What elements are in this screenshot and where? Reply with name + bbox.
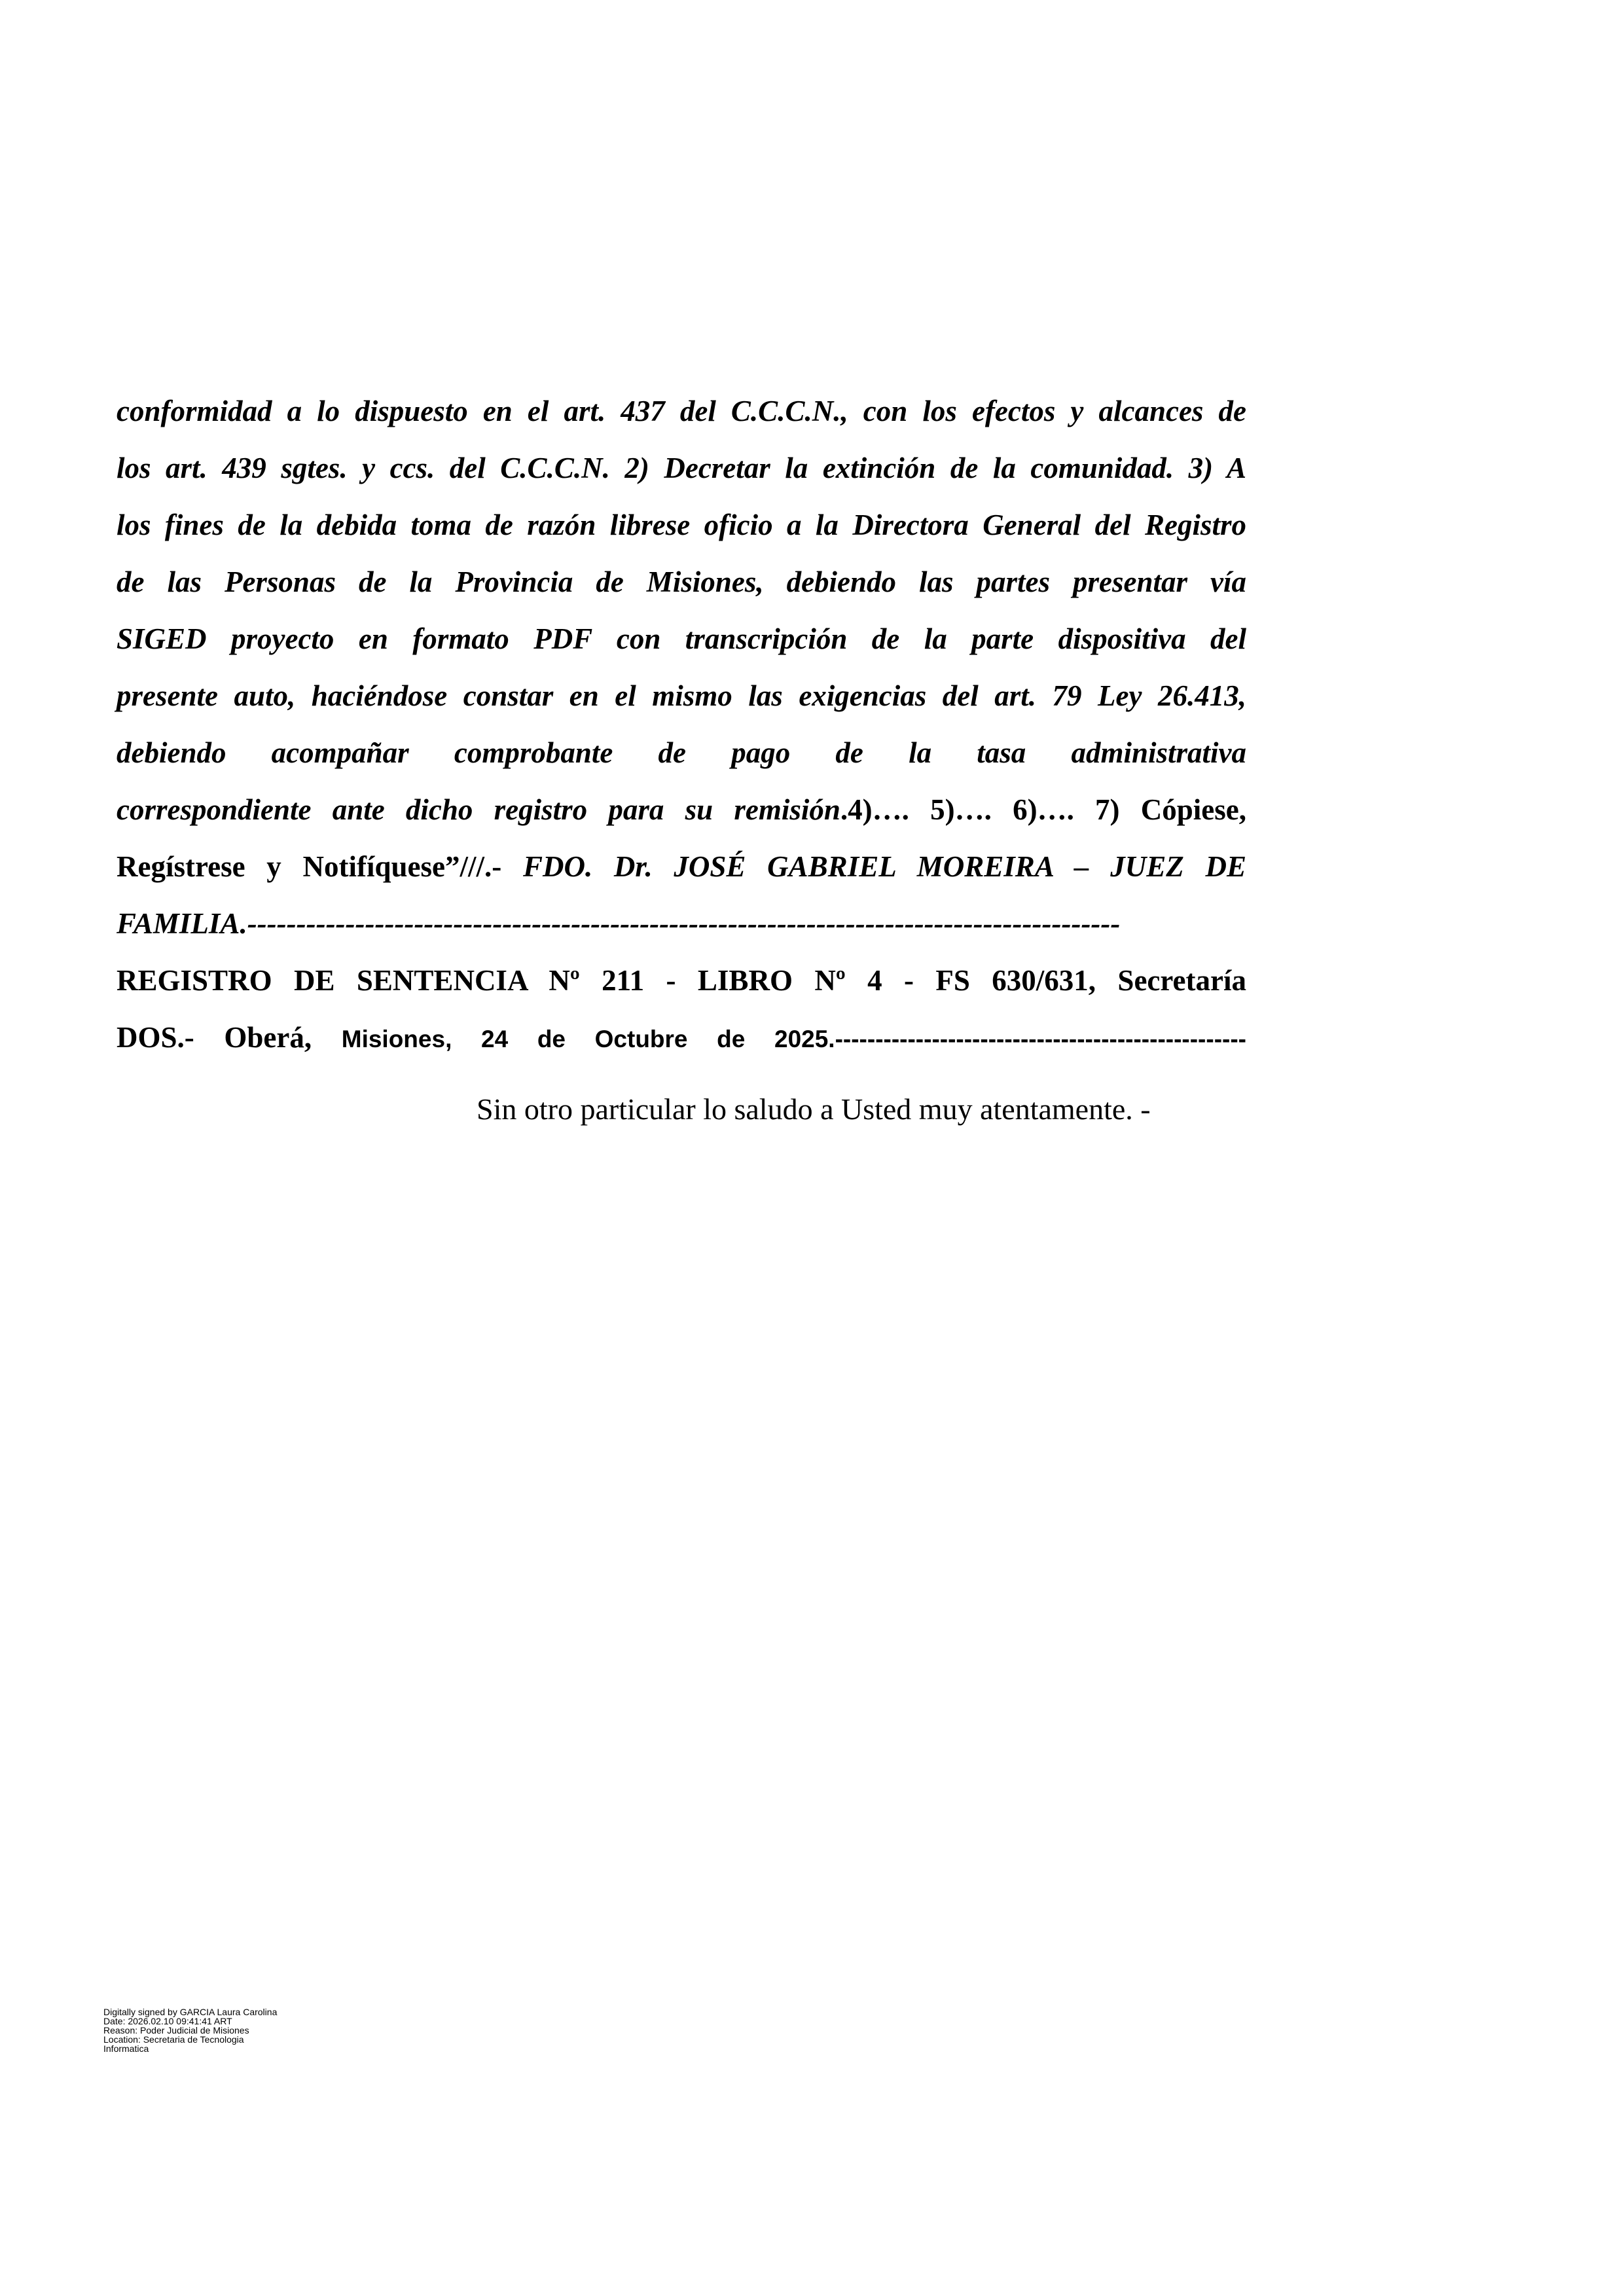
registry-line: REGISTRO DE SENTENCIA Nº 211 - LIBRO Nº 4 - FS 630/631, Secretaría [117, 964, 1246, 997]
text-line: conformidad a lo dispuesto en el art. 437 del C.C.C.N., con los efectos y alcances de [117, 395, 1246, 427]
digital-signature-stamp [103, 2007, 277, 2053]
closing-salutation: Sin otro particular lo saludo a Usted muy atentamente. - [477, 1092, 1151, 1126]
text-line: los fines de la debida toma de razón librese oficio a la Directora General del Registro [117, 509, 1246, 541]
date-line: DOS.- Oberá, Misiones, 24 de Octubre de 2025.--------------------------------------------------- [117, 1021, 1246, 1054]
signature-reason: Reason: Poder Judicial de Misiones [103, 2025, 249, 2036]
signature-location-cont: Informatica [103, 2043, 149, 2054]
text-line: Regístrese y Notifíquese”///.- FDO. Dr. JOSÉ GABRIEL MOREIRA – JUEZ DE [117, 850, 1246, 883]
text-line: los art. 439 sgtes. y ccs. del C.C.C.N. 2) Decretar la extinción de la comunidad. 3) A [117, 452, 1246, 484]
text-line: de las Personas de la Provincia de Misiones, debiendo las partes presentar vía [117, 565, 1246, 598]
signature-date: Date: 2026.02.10 09:41:41 ART [103, 2016, 232, 2026]
signature-signer: Digitally signed by GARCIA Laura Carolina [103, 2007, 278, 2017]
text-line: correspondiente ante dicho registro para su remisión.4)…. 5)…. 6)…. 7) Cópiese, [117, 793, 1246, 826]
text-line: presente auto, haciéndose constar en el mismo las exigencias del art. 79 Ley 26.413, [117, 679, 1246, 712]
resolution-text [117, 383, 1246, 1067]
text-line: debiendo acompañar comprobante de pago de la tasa administrativa [117, 736, 1246, 769]
text-line: FAMILIA.----------------------------------------------------------------------------------------- [117, 907, 1121, 940]
signature-location: Location: Secretaria de Tecnologia [103, 2034, 244, 2045]
text-line: SIGED proyecto en formato PDF con transcripción de la parte dispositiva del [117, 622, 1246, 655]
